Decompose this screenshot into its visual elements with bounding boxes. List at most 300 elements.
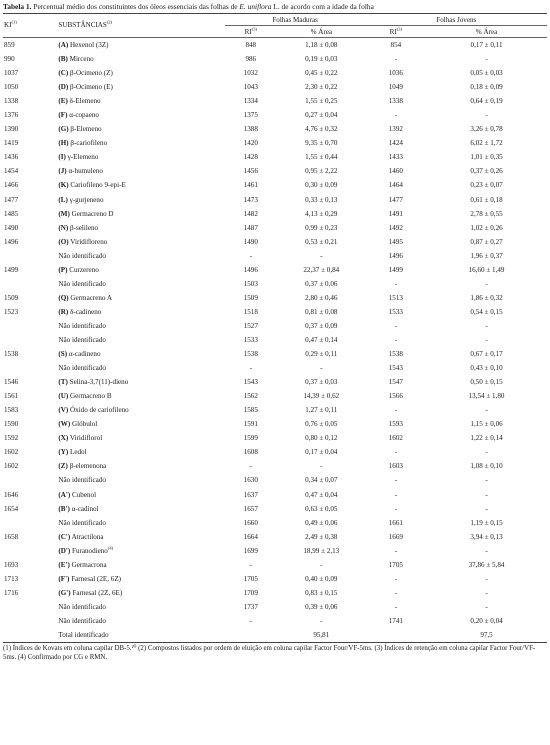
- cell-area-maduras: 18,99 ± 2,13: [303, 546, 340, 555]
- cell-ri-jovens: -: [394, 406, 398, 415]
- cell-ri-maduras: 1388: [243, 125, 258, 134]
- header-area-jovens: % Área: [426, 26, 547, 38]
- cell-area-maduras: 0,33 ± 0,13: [305, 195, 338, 204]
- data-table: [3, 13, 547, 643]
- cell-area-jovens: 3,26 ± 0,78: [470, 125, 503, 134]
- cell-area-jovens: 97,5: [426, 628, 547, 643]
- table-row: [3, 403, 547, 417]
- cell-substancia: [58, 347, 224, 361]
- compound-letter: (A): [58, 41, 69, 50]
- cell-ki: 1646: [4, 490, 19, 499]
- cell-substancia: [58, 628, 224, 643]
- cell-area-maduras: -: [320, 364, 323, 373]
- cell-area-maduras: 0,40 ± 0,09: [305, 574, 338, 583]
- header-folhas-jovens: Folhas Jovens: [366, 14, 547, 26]
- cell-ki: 1716: [4, 588, 19, 597]
- cell-ki: [3, 600, 58, 614]
- cell-ri-jovens: -: [394, 574, 398, 583]
- cell-substancia: [58, 417, 224, 431]
- cell-ri-jovens: -: [394, 476, 398, 485]
- cell-substancia: [58, 38, 224, 53]
- cell-area-maduras: 0,63 ± 0,05: [305, 504, 338, 513]
- cell-ri-maduras: 1043: [243, 83, 258, 92]
- table-row: [3, 431, 547, 445]
- cell-substancia: [58, 66, 224, 80]
- compound-name: Não identificado: [58, 321, 106, 330]
- table-footnote: (1) Índices de Kovats em coluna capilar DB-5.²⁰ (2) Compostos listados por ordem de eluição em coluna capilar Factor Four/VF-5ms. (3) Índices de retenção em coluna capilar Factor Four/VF-5ms. (4) Confirmado por CG e RMN.: [3, 645, 536, 661]
- cell-area-jovens: -: [485, 574, 488, 583]
- cell-area-maduras: 1,55 ± 0,25: [305, 97, 338, 106]
- cell-ri-jovens: 1543: [388, 364, 403, 373]
- cell-ki: 1654: [4, 504, 19, 513]
- cell-ri-jovens: 1036: [388, 69, 403, 78]
- cell-area-jovens: 0,37 ± 0,26: [470, 167, 503, 176]
- compound-name: Não identificado: [58, 251, 106, 260]
- cell-ri-jovens: 1049: [388, 83, 403, 92]
- compound-name: Não identificado: [58, 518, 106, 527]
- cell-area-maduras: 0,95 ± 2,22: [305, 167, 338, 176]
- compound-name: β-elemenona: [69, 462, 107, 471]
- cell-ki: 1390: [4, 125, 19, 134]
- cell-substancia: [58, 164, 224, 178]
- cell-area-maduras: 0,27 ± 0,04: [305, 111, 338, 120]
- compound-letter: (X): [58, 434, 69, 443]
- compound-name: α-cadineno: [68, 350, 101, 359]
- cell-area-maduras: 0,19 ± 0,03: [305, 55, 338, 64]
- cell-area-jovens: 1,22 ± 0,14: [470, 434, 503, 443]
- compound-letter: (D'): [58, 546, 71, 555]
- cell-ki: [3, 249, 58, 263]
- cell-area-jovens: 0,67 ± 0,17: [470, 350, 503, 359]
- cell-area-jovens: 0,64 ± 0,19: [470, 97, 503, 106]
- cell-area-maduras: -: [320, 616, 323, 625]
- cell-ki: 1602: [4, 462, 19, 471]
- cell-area-jovens: -: [485, 336, 488, 344]
- cell-area-jovens: -: [485, 448, 488, 457]
- cell-area-jovens: 1,96 ± 0,37: [470, 251, 503, 260]
- cell-ki: 1490: [4, 223, 19, 232]
- cell-area-jovens: 16,60 ± 1,49: [468, 265, 505, 274]
- caption-text-a: Percentual médio dos constituintes dos óleos essenciais das folhas de: [31, 2, 240, 11]
- cell-area-jovens: 0,87 ± 0,27: [470, 237, 503, 246]
- cell-area-maduras: 0,76 ± 0,05: [305, 420, 338, 429]
- cell-ri-jovens: 1741: [388, 616, 403, 625]
- cell-ki: 1496: [4, 237, 19, 246]
- cell-ri-jovens: 854: [390, 41, 402, 50]
- cell-ri-maduras: -: [249, 364, 252, 373]
- compound-letter: (N): [58, 223, 69, 232]
- compound-name: Farnesal (2Z, 6E): [72, 588, 123, 597]
- cell-ki: 1658: [4, 532, 19, 541]
- cell-area-maduras: -: [320, 560, 323, 569]
- cell-area-jovens: 3,94 ± 0,13: [470, 532, 503, 541]
- cell-ri-maduras: -: [249, 251, 252, 260]
- cell-ri-jovens: -: [394, 546, 398, 555]
- cell-substancia: [58, 52, 224, 66]
- cell-substancia: [58, 136, 224, 150]
- cell-ri-jovens: 1513: [388, 293, 403, 302]
- table-row: [3, 221, 547, 235]
- table-row: [3, 530, 547, 544]
- compound-name: Não identificado: [58, 336, 106, 344]
- compound-name: γ-Elemeno: [67, 153, 99, 162]
- cell-ri-maduras: 1375: [243, 111, 258, 120]
- cell-ri-jovens: -: [394, 490, 398, 499]
- compound-letter: (A'): [58, 490, 71, 499]
- cell-ki: 1050: [4, 83, 19, 92]
- compound-name: δ-cadineno: [70, 307, 102, 316]
- cell-ri-jovens: 1338: [388, 97, 403, 106]
- compound-name: α-humuleno: [68, 167, 103, 176]
- compound-letter: (V): [58, 406, 69, 415]
- compound-name: Farnesal (2E, 6Z): [71, 574, 122, 583]
- cell-substancia: [58, 291, 224, 305]
- compound-note: (4): [107, 545, 114, 551]
- cell-area-maduras: 22,37 ± 0,84: [303, 265, 340, 274]
- cell-area-maduras: -: [320, 251, 323, 260]
- table-row: [3, 263, 547, 277]
- cell-ki: 1592: [4, 434, 19, 443]
- cell-area-maduras: 1,27 ± 0,11: [305, 406, 338, 415]
- compound-letter: (C'): [58, 532, 71, 541]
- cell-ki: 1419: [4, 139, 19, 148]
- cell-area-jovens: -: [485, 111, 488, 120]
- compound-letter: (J): [58, 167, 67, 176]
- compound-name: Ledol: [70, 448, 87, 457]
- cell-substancia: [58, 614, 224, 628]
- cell-ki: 1538: [4, 350, 19, 359]
- cell-area-jovens: 1,08 ± 0,10: [470, 462, 503, 471]
- header-ri-jovens: RI$^{(3)}$: [366, 26, 426, 38]
- cell-ri-jovens: -: [394, 602, 398, 611]
- table-row: [3, 333, 547, 347]
- cell-ri-maduras: 1709: [243, 588, 258, 597]
- cell-ki: [3, 333, 58, 347]
- cell-ki: [3, 319, 58, 333]
- cell-ki: 1713: [4, 574, 19, 583]
- cell-area-maduras: 9,35 ± 0,70: [305, 139, 338, 148]
- cell-ri-jovens: 1669: [388, 532, 403, 541]
- compound-letter: (G): [58, 125, 69, 134]
- compound-letter: (I): [58, 153, 66, 162]
- table-row: [3, 459, 547, 473]
- cell-area-jovens: -: [485, 602, 488, 611]
- cell-area-jovens: 1,01 ± 0,35: [470, 153, 503, 162]
- cell-area-maduras: 2,49 ± 0,38: [305, 532, 338, 541]
- compound-letter: (F): [58, 111, 68, 120]
- cell-substancia: [58, 516, 224, 530]
- cell-ri-maduras: 1487: [243, 223, 258, 232]
- table-row: [3, 80, 547, 94]
- cell-ki: 1590: [4, 420, 19, 429]
- cell-area-maduras: 0,37 ± 0,03: [305, 378, 338, 387]
- cell-area-maduras: 0,83 ± 0,15: [305, 588, 338, 597]
- cell-substancia: [58, 544, 224, 558]
- cell-substancia: [58, 431, 224, 445]
- cell-ki: 1602: [4, 448, 19, 457]
- compound-letter: (D): [58, 83, 69, 92]
- compound-name: Germacreno D: [71, 209, 114, 218]
- table-row: [3, 164, 547, 178]
- cell-ri-maduras: 1599: [243, 434, 258, 443]
- table-row: [3, 502, 547, 516]
- cell-area-maduras: 1,18 ± 0,08: [305, 41, 338, 50]
- cell-area-maduras: 0,47 ± 0,14: [305, 336, 338, 344]
- compound-name: Selina-3,7(11)-dieno: [69, 378, 129, 387]
- cell-ri-maduras: 1032: [243, 69, 258, 78]
- cell-ri-maduras: 1543: [243, 378, 258, 387]
- table-row: [3, 445, 547, 459]
- table-row: [3, 600, 547, 614]
- cell-ri-maduras: 1608: [243, 448, 258, 457]
- cell-area-maduras: 0,37 ± 0,06: [305, 279, 338, 288]
- cell-area-jovens: 0,05 ± 0,03: [470, 69, 503, 78]
- compound-letter: (Y): [58, 448, 69, 457]
- compound-name: Não identificado: [58, 602, 106, 611]
- cell-ri-maduras: -: [249, 560, 252, 569]
- cell-substancia: [58, 277, 224, 291]
- table-row: [3, 66, 547, 80]
- cell-area-jovens: 0,54 ± 0,15: [470, 307, 503, 316]
- table-row: [3, 516, 547, 530]
- cell-area-maduras: 1,55 ± 0,44: [305, 153, 338, 162]
- compound-name: β-Ocimeno (E): [70, 83, 113, 92]
- compound-letter: (F'): [58, 574, 70, 583]
- cell-ki: 1523: [4, 307, 19, 316]
- compound-letter: (G'): [58, 588, 71, 597]
- cell-substancia: [58, 473, 224, 487]
- cell-ri-maduras: 1533: [243, 336, 258, 344]
- table-row: [3, 122, 547, 136]
- cell-ri-jovens: [366, 628, 426, 643]
- cell-ki: 1693: [4, 560, 19, 569]
- table-row: [3, 277, 547, 291]
- cell-ri-maduras: 1630: [243, 476, 258, 485]
- table-row: [3, 389, 547, 403]
- compound-name: Óxido de cariofileno: [70, 406, 129, 415]
- cell-ki: 859: [4, 41, 15, 50]
- cell-ri-maduras: 1420: [243, 139, 258, 148]
- cell-ri-jovens: 1492: [388, 223, 403, 232]
- cell-ri-maduras: 1456: [243, 167, 258, 176]
- header-folhas-maduras: Folhas Maduras: [225, 14, 366, 26]
- cell-ri-maduras: 1538: [243, 350, 258, 359]
- cell-ri-maduras: 1585: [243, 406, 258, 415]
- table-row: [3, 544, 547, 558]
- cell-ri-jovens: -: [394, 55, 398, 64]
- table-row: [3, 291, 547, 305]
- cell-ki: 1485: [4, 209, 19, 218]
- cell-area-jovens: 0,18 ± 0,09: [470, 83, 503, 92]
- cell-ri-jovens: 1533: [388, 307, 403, 316]
- cell-ri-jovens: 1392: [388, 125, 403, 134]
- compound-letter: (K): [58, 181, 69, 190]
- cell-substancia: [58, 530, 224, 544]
- cell-ri-maduras: 1334: [243, 97, 258, 106]
- cell-substancia: [58, 572, 224, 586]
- cell-area-maduras: 0,29 ± 0,11: [305, 350, 338, 359]
- cell-area-jovens: 0,50 ± 0,15: [470, 378, 503, 387]
- cell-area-jovens: -: [485, 546, 488, 555]
- cell-substancia: [58, 586, 224, 600]
- compound-name: Cubenol: [72, 490, 97, 499]
- cell-area-maduras: 0,30 ± 0,09: [305, 181, 338, 190]
- cell-ri-maduras: 1705: [243, 574, 258, 583]
- cell-ki: 1583: [4, 406, 19, 415]
- cell-area-jovens: -: [485, 55, 488, 64]
- table-row: [3, 38, 547, 53]
- cell-area-jovens: 0,43 ± 0,10: [470, 364, 503, 373]
- table-row: [3, 417, 547, 431]
- compound-letter: (B'): [58, 504, 70, 513]
- compound-name: β-cariofileno: [70, 139, 108, 148]
- cell-ri-jovens: -: [394, 588, 398, 597]
- caption-species: E. uniflora: [239, 2, 272, 11]
- cell-area-maduras: 2,30 ± 0,22: [305, 83, 338, 92]
- cell-ri-maduras: 1562: [243, 392, 258, 401]
- cell-ri-maduras: 1461: [243, 181, 258, 190]
- compound-name: Germacreno B: [70, 392, 112, 401]
- cell-area-maduras: 0,39 ± 0,06: [305, 602, 338, 611]
- compound-letter: (C): [58, 69, 69, 78]
- cell-ki: [3, 614, 58, 628]
- cell-substancia: [58, 178, 224, 192]
- compound-letter: (E'): [58, 560, 70, 569]
- compound-letter: (Z): [58, 462, 68, 471]
- table-row: [3, 586, 547, 600]
- cell-ri-jovens: -: [394, 504, 398, 513]
- compound-letter: (W): [58, 420, 71, 429]
- compound-name: α-cadinol: [71, 504, 99, 513]
- cell-ri-jovens: 1424: [388, 139, 403, 148]
- cell-area-jovens: 0,23 ± 0,07: [470, 181, 503, 190]
- compound-letter: (M): [58, 209, 70, 218]
- cell-ri-maduras: 1509: [243, 293, 258, 302]
- cell-ri-maduras: 1664: [243, 532, 258, 541]
- cell-ki: [3, 361, 58, 375]
- cell-area-maduras: 0,53 ± 0,21: [305, 237, 338, 246]
- cell-ri-jovens: -: [394, 336, 398, 344]
- cell-substancia: [58, 122, 224, 136]
- compound-name: Germacreno A: [70, 293, 112, 302]
- cell-area-maduras: 0,45 ± 0,22: [305, 69, 338, 78]
- cell-substancia: [58, 319, 224, 333]
- table-body: [3, 38, 547, 643]
- cell-ri-jovens: 1464: [388, 181, 403, 190]
- table-row: [3, 628, 547, 643]
- cell-ri-maduras: 1591: [243, 420, 258, 429]
- compound-name: Não identificado: [58, 364, 106, 373]
- cell-ri-maduras: 1699: [243, 546, 258, 555]
- compound-name: β-selileno: [70, 223, 99, 232]
- cell-ki: [3, 516, 58, 530]
- compound-letter: (O): [58, 237, 69, 246]
- cell-substancia: [58, 221, 224, 235]
- cell-ri-maduras: 1503: [243, 279, 258, 288]
- cell-area-jovens: -: [485, 279, 488, 288]
- cell-ri-maduras: 1527: [243, 321, 258, 330]
- compound-name: Mirceno: [69, 55, 94, 64]
- cell-substancia: [58, 235, 224, 249]
- cell-ri-maduras: 1490: [243, 237, 258, 246]
- cell-ri-jovens: 1477: [388, 195, 403, 204]
- cell-substancia: [58, 389, 224, 403]
- header-substancias: SUBSTÂNCIAS$^{(2)}$: [58, 14, 224, 38]
- cell-substancia: [58, 193, 224, 207]
- cell-area-jovens: 1,15 ± 0,06: [470, 420, 503, 429]
- cell-ki: 1376: [4, 111, 19, 120]
- table-row: [3, 136, 547, 150]
- compound-letter: (U): [58, 392, 69, 401]
- compound-letter: (E): [58, 97, 68, 106]
- cell-ki: 1561: [4, 392, 19, 401]
- cell-substancia: [58, 558, 224, 572]
- compound-name: δ-Elemeno: [69, 97, 101, 106]
- cell-ri-maduras: 1518: [243, 307, 258, 316]
- cell-ri-maduras: 1482: [243, 209, 258, 218]
- cell-substancia: [58, 488, 224, 502]
- cell-ri-jovens: -: [394, 111, 398, 120]
- cell-ri-jovens: 1705: [388, 560, 403, 569]
- cell-substancia: [58, 94, 224, 108]
- table-row: [3, 94, 547, 108]
- cell-ri-maduras: 1660: [243, 518, 258, 527]
- cell-area-maduras: 0,81 ± 0,08: [305, 307, 338, 316]
- cell-ri-jovens: 1499: [388, 265, 403, 274]
- table-row: [3, 558, 547, 572]
- cell-ki: 1338: [4, 97, 19, 106]
- cell-ki: 1466: [4, 181, 19, 190]
- cell-area-jovens: 13,54 ± 1,80: [468, 392, 505, 401]
- cell-area-maduras: 4,13 ± 0,29: [305, 209, 338, 218]
- cell-area-maduras: 14,39 ± 0,62: [303, 392, 340, 401]
- cell-area-jovens: 37,86 ± 5,84: [468, 560, 505, 569]
- cell-substancia: [58, 108, 224, 122]
- cell-area-maduras: 0,49 ± 0,06: [305, 518, 338, 527]
- compound-letter: (R): [58, 307, 69, 316]
- cell-area-jovens: 1,19 ± 0,15: [470, 518, 503, 527]
- compound-name: Viridiflorol: [69, 434, 103, 443]
- cell-area-jovens: -: [485, 588, 488, 597]
- table-row: [3, 347, 547, 361]
- cell-area-jovens: 6,02 ± 1,72: [470, 139, 503, 148]
- cell-ki: 1436: [4, 153, 19, 162]
- compound-name: Não identificado: [58, 476, 106, 485]
- table-row: [3, 249, 547, 263]
- cell-ri-jovens: 1496: [388, 251, 403, 260]
- cell-ri-jovens: 1661: [388, 518, 403, 527]
- compound-name: β-Elemeno: [70, 125, 102, 134]
- cell-area-jovens: -: [485, 476, 488, 485]
- cell-area-jovens: 0,20 ± 0,04: [470, 616, 503, 625]
- cell-area-jovens: 2,78 ± 0,55: [470, 209, 503, 218]
- table-row: [3, 193, 547, 207]
- cell-ri-jovens: 1602: [388, 434, 403, 443]
- cell-substancia: [58, 305, 224, 319]
- table-row: [3, 319, 547, 333]
- table-row: [3, 108, 547, 122]
- caption-text-b: L. de acordo com a idade da folha: [271, 2, 374, 11]
- cell-ki: 1454: [4, 167, 19, 176]
- cell-area-maduras: -: [320, 462, 323, 471]
- cell-ri-jovens: -: [394, 448, 398, 457]
- cell-ki: 1509: [4, 293, 19, 302]
- cell-ki: 1546: [4, 378, 19, 387]
- table-row: [3, 207, 547, 221]
- cell-area-maduras: 0,80 ± 0,12: [305, 434, 338, 443]
- compound-name: Germacrona: [71, 560, 107, 569]
- compound-name: Cariofileno 9-epi-E: [70, 181, 126, 190]
